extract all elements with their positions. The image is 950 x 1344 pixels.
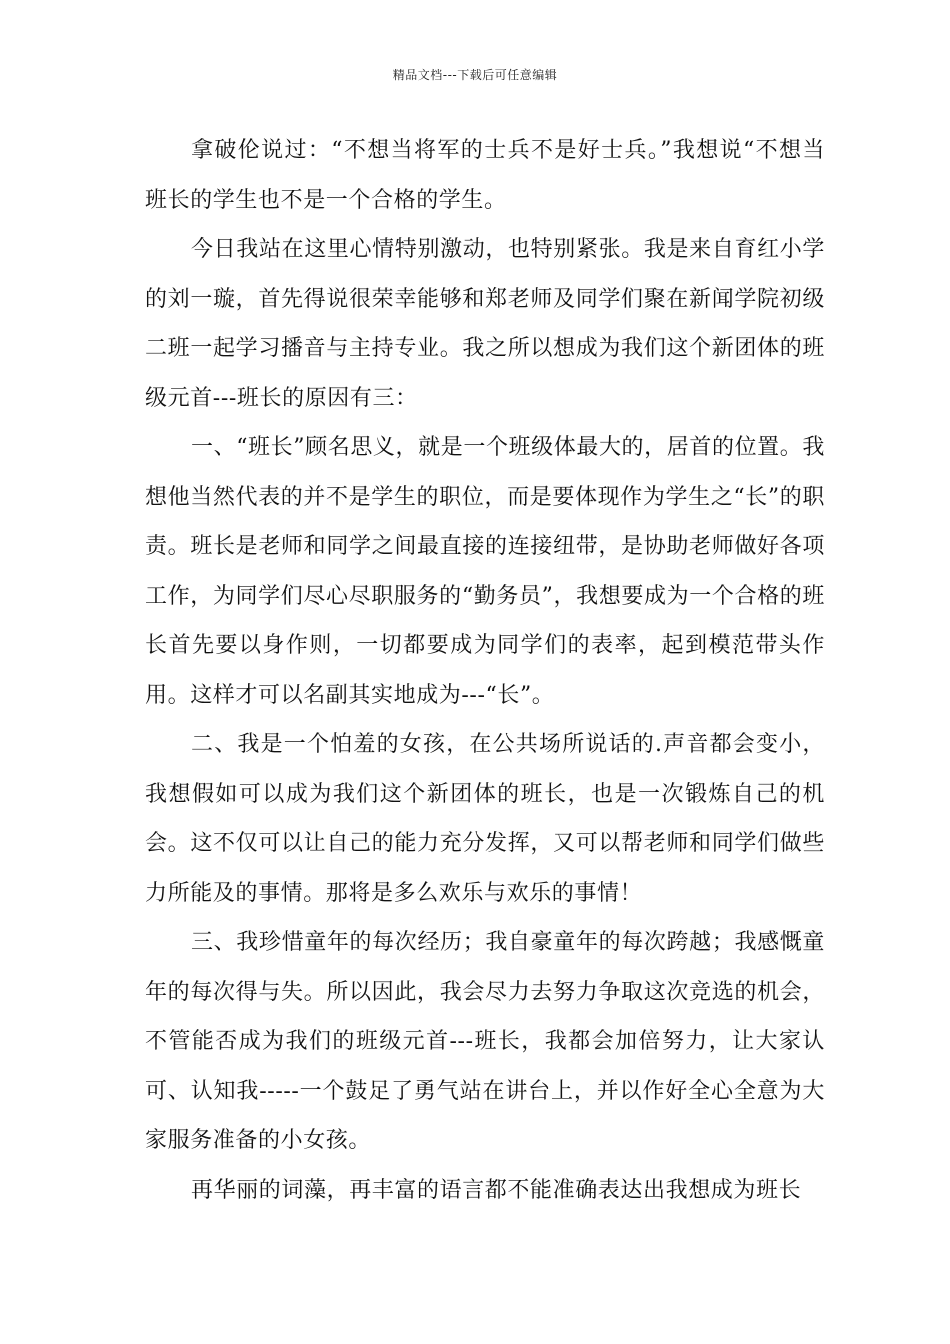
paragraph-3: 一、“班长”顾名思义，就是一个班级体最大的，居首的位置。我想他当然代表的并不是学生的职位，而是要体现作为学生之“长”的职责。班长是老师和同学之间最直接的连接纽带，是协助老师做好各项工作，为同学们尽心尽职服务的“勤务员”，我想要成为一个合格的班长首先要以身作则，一切都要成为同学们的表率，起到模范带头作用。这样才可以名副其实地成为---“长”。 xyxy=(145,435,825,708)
paragraph-5: 三、我珍惜童年的每次经历；我自豪童年的每次跨越；我感慨童年的每次得与失。所以因此，我会尽力去努力争取这次竞选的机会，不管能否成为我们的班级元首---班长，我都会加倍努力，让大家认可、认知我-----一个鼓足了勇气站在讲台上，并以作好全心全意为大家服务准备的小女孩。 xyxy=(145,930,825,1153)
document-body xyxy=(145,126,825,1215)
paragraph-4: 二、我是一个怕羞的女孩，在公共场所说话的.声音都会变小，我想假如可以成为我们这个新团体的班长，也是一次锻炼自己的机会。这不仅可以让自己的能力充分发挥，又可以帮老师和同学们做些力所能及的事情。那将是多么欢乐与欢乐的事情！ xyxy=(145,732,825,906)
page-header: 精品文档---下载后可任意编辑 xyxy=(392,68,558,82)
paragraph-2: 今日我站在这里心情特别激动，也特别紧张。我是来自育红小学的刘一璇，首先得说很荣幸能够和郑老师及同学们聚在新闻学院初级二班一起学习播音与主持专业。我之所以想成为我们这个新团体的班级元首---班长的原因有三： xyxy=(145,237,825,411)
paragraph-1: 拿破伦说过：“不想当将军的士兵不是好士兵。”我想说“不想当班长的学生也不是一个合格的学生。 xyxy=(145,138,825,213)
paragraph-6: 再华丽的词藻，再丰富的语言都不能准确表达出我想成为班长 xyxy=(191,1177,802,1203)
